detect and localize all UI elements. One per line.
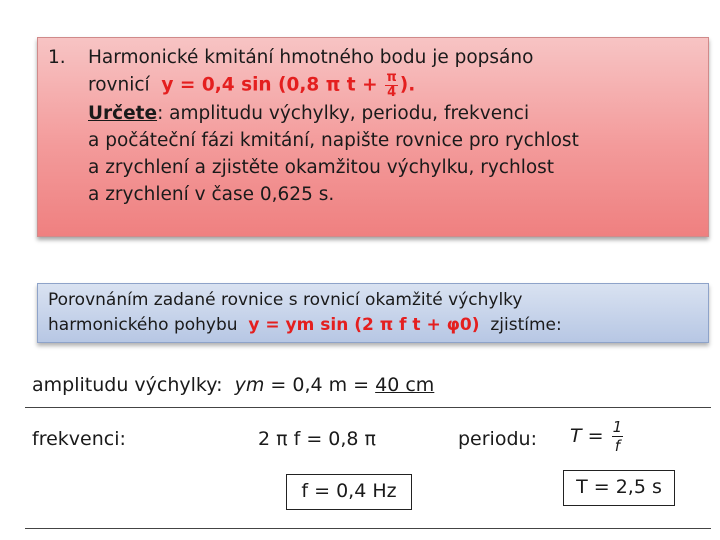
comparison-box xyxy=(37,283,709,343)
period-fraction xyxy=(612,418,624,455)
comparison-suffix: zjistíme: xyxy=(490,315,562,335)
task-line-4: a počáteční fázi kmitání, napište rovnice pro rychlost xyxy=(88,130,579,151)
task-text-3: : amplitudu výchylky, periodu, frekvenci xyxy=(157,103,530,124)
amplitude-label: amplitudu výchylky: xyxy=(32,374,223,396)
divider-bottom xyxy=(25,528,711,529)
task-line-5: a zrychlení a zjistěte okamžitou výchylku, rychlost xyxy=(88,157,555,178)
period-result-box xyxy=(563,470,675,506)
amplitude-value: = 0,4 m = xyxy=(270,374,370,396)
task-box xyxy=(37,37,709,237)
frequency-label: frekvenci: xyxy=(32,428,126,450)
period-result: T = 2,5 s xyxy=(576,476,662,498)
task-instruction-label: Určete xyxy=(88,103,158,124)
frequency-equation: 2 π f = 0,8 π xyxy=(258,428,376,450)
comparison-line-1: Porovnáním zadané rovnice s rovnicí okamžité výchylky xyxy=(48,290,523,310)
phase-fraction-numerator: π xyxy=(386,70,397,85)
phase-fraction-denominator: 4 xyxy=(387,85,397,100)
period-eq-left: T = xyxy=(570,425,604,447)
period-fraction-numerator: 1 xyxy=(612,418,623,436)
period-fraction-denominator: f xyxy=(614,437,621,455)
task-line-1 xyxy=(48,44,698,71)
frequency-result-box xyxy=(286,474,412,510)
task-line-6: a zrychlení v čase 0,625 s. xyxy=(88,184,335,205)
comparison-line-2 xyxy=(48,313,698,338)
task-equation-tail: ). xyxy=(399,74,416,96)
phase-fraction xyxy=(385,71,397,100)
divider-top xyxy=(25,407,711,408)
period-equation xyxy=(570,418,625,455)
general-equation: y = ym sin (2 π f t + φ0) xyxy=(248,315,480,335)
amplitude-symbol: ym xyxy=(234,374,265,396)
amplitude-row xyxy=(32,374,434,396)
amplitude-cm: 40 cm xyxy=(375,374,435,396)
task-text-2: rovnicí xyxy=(88,74,150,96)
frequency-result: f = 0,4 Hz xyxy=(301,480,397,502)
comparison-text: harmonického pohybu xyxy=(48,315,238,335)
period-label: periodu: xyxy=(458,428,537,450)
task-line-2 xyxy=(48,71,698,100)
task-text-1: Harmonické kmitání hmotného bodu je popsáno xyxy=(88,47,534,68)
task-equation: y = 0,4 sin (0,8 π t + xyxy=(161,74,378,96)
task-number: 1. xyxy=(48,47,66,68)
task-line-3 xyxy=(48,100,698,127)
